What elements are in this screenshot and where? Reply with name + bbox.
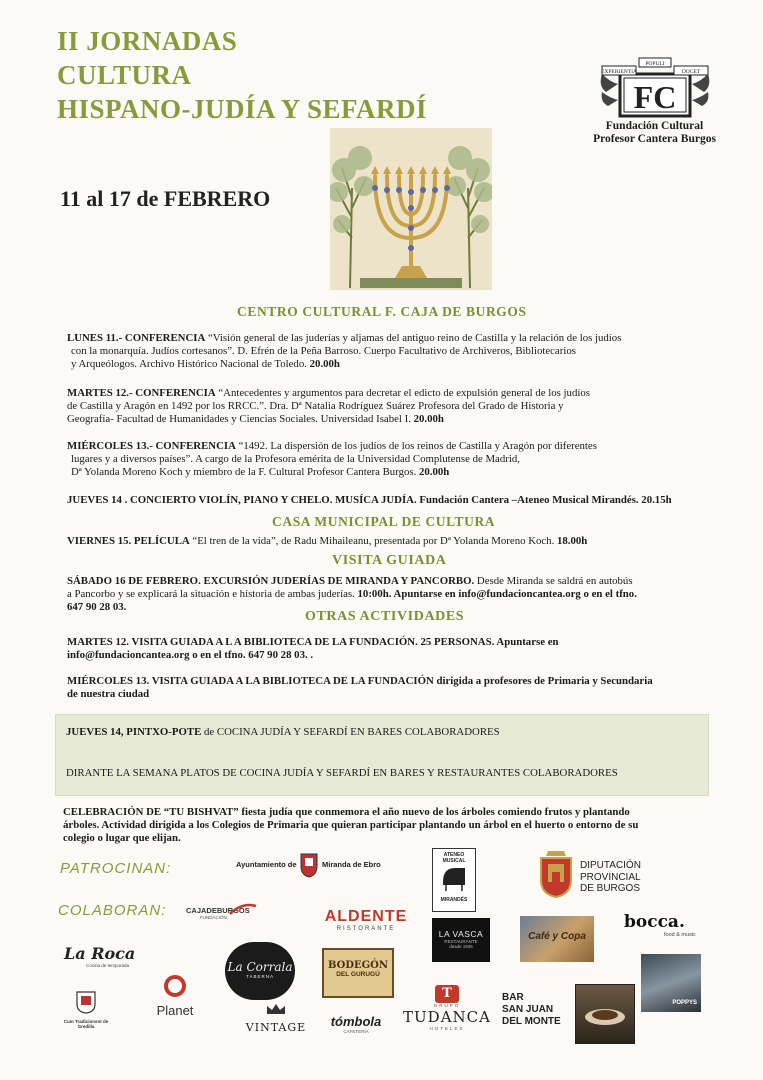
title-line-3: HISPANO-JUDÍA Y SEFARDÍ xyxy=(57,94,428,124)
planet-logo: Planet xyxy=(149,974,201,1028)
visita-guiada-heading: VISITA GUIADA xyxy=(332,553,447,568)
tudanca-logo: T GRUPO TUDANCA HOTELES xyxy=(403,986,491,1031)
aldente-logo: ALDENTE RISTORANTE xyxy=(324,908,408,932)
event-martes: MARTES 12.- CONFERENCIA “Antecedentes y argumentos para decretar el edicto de expulsión general de los judíos de Castilla y Aragón en 1492 por los RRCC.”. Dra. Dª Natalia Rodríguez Suárez Profesora del Grado de Historia y Geografía- Facultad de Humanidades y Ciencias Sociales. Universidad Isabel I. 20.00h xyxy=(67,387,590,426)
tu-bishvat-paragraph: CELEBRACIÓN DE “TU BISHVAT” fiesta judía que conmemora el año nuevo de los árboles comiendo frutos y plantando árboles. Actividad dirigida a los Colegios de Primaria que quieran participar plantando un árbol en el huerto o entorno de su colegio o lugar que elijan. xyxy=(63,806,639,845)
gastronomy-band xyxy=(55,714,709,796)
cafe-cup-photo xyxy=(575,984,635,1044)
svg-text:EXPERIENTIA: EXPERIENTIA xyxy=(601,69,637,75)
menorah-illustration xyxy=(330,128,492,290)
diputacion-burgos-logo: DIPUTACIÓN PROVINCIAL DE BURGOS xyxy=(538,850,658,900)
title-line-2: CULTURA xyxy=(57,60,192,90)
gredilla-crest-icon xyxy=(75,990,97,1014)
burgos-crest-icon xyxy=(538,850,574,898)
la-corrala-logo: La Corrala TABERNA xyxy=(225,942,295,1000)
patrocinan-label: PATROCINAN: xyxy=(60,860,172,877)
svg-text:FC: FC xyxy=(633,79,677,115)
ateneo-musical-logo: ATENEO MUSICAL MIRANDÉS xyxy=(432,848,476,912)
title-line-1: II JORNADAS xyxy=(57,26,238,56)
ayuntamiento-miranda-logo: Ayuntamiento de Miranda de Ebro xyxy=(236,852,396,882)
crown-icon xyxy=(265,1002,287,1016)
piano-icon xyxy=(439,864,469,892)
la-vasca-logo: LA VASCA RESTAURANTE desde 1935 xyxy=(432,918,490,962)
bodegon-gurugu-logo: BODEGÓN DEL GURUGÚ xyxy=(322,948,394,998)
cajaburgos-swirl-icon xyxy=(228,902,258,916)
fc-logo xyxy=(596,56,714,126)
vintage-logo: VINTAGE xyxy=(242,1002,310,1048)
miranda-shield-icon xyxy=(300,852,318,878)
svg-text:POPULI: POPULI xyxy=(645,61,665,67)
otras-actividades-heading: OTRAS ACTIVIDADES xyxy=(305,609,465,624)
band-line-pintxo: JUEVES 14, PINTXO-POTE de COCINA JUDÍA Y SEFARDÍ EN BARES COLABORADORES xyxy=(66,726,500,738)
cafe-copa-logo: Café y Copa xyxy=(520,916,594,962)
bar-san-juan-logo: BAR SAN JUAN DEL MONTE xyxy=(502,992,561,1027)
event-sabado: SÁBADO 16 DE FEBRERO. EXCURSIÓN JUDERÍAS DE MIRANDA Y PANCORBO. Desde Miranda se saldrá en autobús a Pancorbo y se explicará la situación e historia de ambas juderías. 10:00h. Apuntarse en info@fundacioncantea.org o en el tfno. 647 90 28 03. xyxy=(67,575,637,614)
venue-casa-municipal-heading: CASA MUNICIPAL DE CULTURA xyxy=(272,514,496,529)
cajaburgos-logo: CAJADEBURGOS FUNDACIÓN xyxy=(186,906,256,930)
activity-miercoles-visita: MIÉRCOLES 13. VISITA GUIADA A LA BIBLIOTECA DE LA FUNDACIÓN dirigida a profesores de Primaria y Secundaria de nuestra ciudad xyxy=(67,675,653,701)
la-roca-logo: La Roca Cocina de temporada xyxy=(64,944,136,968)
activity-martes-visita: MARTES 12. VISITA GUIADA A L A BIBLIOTECA DE LA FUNDACIÓN. 25 PERSONAS. Apuntarse en info@fundacioncantea.org o en el tfno. 647 90 28 03. . xyxy=(67,636,559,662)
event-viernes: VIERNES 15. PELÍCULA “El tren de la vida”, de Radu Mihaileanu, presentada por Dª Yolanda Moreno Koch. 18.00h xyxy=(67,535,588,547)
menorah-icon xyxy=(330,128,492,290)
foundation-name: Fundación Cultural Profesor Cantera Burgos xyxy=(593,120,716,145)
tombola-logo: tómbola CAFETERÍA xyxy=(330,1014,382,1034)
event-miercoles: MIÉRCOLES 13.- CONFERENCIA “1492. La dispersión de los judíos de los reinos de Castilla y Aragón por diferentes lugares y a diversos países”. A cargo de la Profesora emérita de la Universidad Complutense de Madrid, Dª Yolanda Moreno Koch y miembro de la F. Cultural Profesor Cantera Burgos. 20.00h xyxy=(67,440,597,479)
event-dates: 11 al 17 de FEBRERO xyxy=(60,186,271,211)
hotel-gredilla-logo: Cum Tradicionsnt de Gredilla xyxy=(57,990,115,1040)
colaboran-label: COLABORAN: xyxy=(58,902,167,919)
planet-ring-icon xyxy=(163,974,187,998)
venue-centro-cultural-heading: CENTRO CULTURAL F. CAJA DE BURGOS xyxy=(237,304,527,319)
fc-emblem-icon xyxy=(596,56,714,126)
event-lunes: LUNES 11.- CONFERENCIA “Visión general de las juderías y aljamas del antiguo reino de Castilla y la relación de los judíos con la monarquía. Judíos cortesanos”. D. Efrén de la Peña Barroso. Cuerpo Facultativo de Archiveros, Bibliotecarios y Arqueólogos. Archivo Histórico Nacional de Toledo. 20.00h xyxy=(67,332,622,371)
band-line-platos: DIRANTE LA SEMANA PLATOS DE COCINA JUDÍA Y SEFARDÍ EN BARES Y RESTAURANTES COLABORADORES xyxy=(66,767,618,779)
poppys-logo: POPPYS xyxy=(641,954,701,1012)
coffee-cup-icon xyxy=(576,985,634,1043)
svg-text:DOCET: DOCET xyxy=(681,69,701,75)
event-jueves-concierto: JUEVES 14 . CONCIERTO VIOLÍN, PIANO Y CHELO. MUSÍCA JUDÍA. Fundación Cantera –Ateneo Musical Mirandés. 20.15h xyxy=(67,494,672,506)
bocca-logo: bocca. food & music xyxy=(624,912,696,938)
